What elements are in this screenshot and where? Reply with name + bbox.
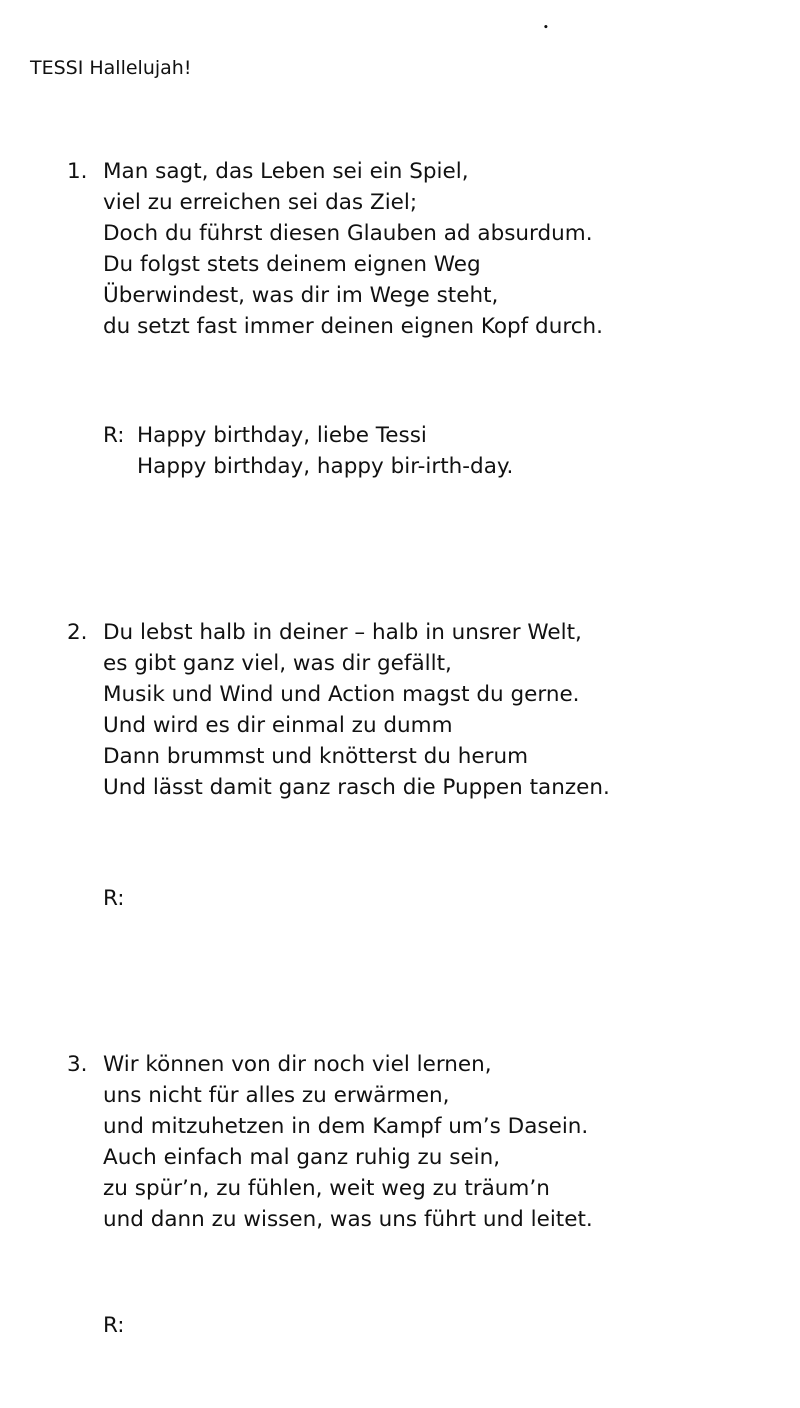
- verse-line: Auch einfach mal ganz ruhig zu sein,: [103, 1145, 501, 1170]
- verse-lines: [103, 1049, 593, 1235]
- verse-line: Doch du führst diesen Glauben ad absurdum.: [103, 221, 593, 246]
- verse-line: Musik und Wind und Action magst du gerne.: [103, 682, 580, 707]
- refrain-label: R:: [103, 886, 125, 911]
- verse-line: Und lässt damit ganz rasch die Puppen tanzen.: [103, 775, 610, 800]
- verse-line: Und wird es dir einmal zu dumm: [103, 713, 453, 738]
- verse-line: und mitzuhetzen in dem Kampf um’s Dasein.: [103, 1114, 589, 1139]
- verse-line: uns nicht für alles zu erwärmen,: [103, 1083, 450, 1108]
- refrain-label: R:: [103, 423, 125, 448]
- page-mark: •: [543, 23, 549, 33]
- verse-line: zu spür’n, zu fühlen, weit weg zu träum’n: [103, 1176, 550, 1201]
- verse-number: 2.: [67, 620, 88, 645]
- verse-line: Wir können von dir noch viel lernen,: [103, 1052, 492, 1077]
- verse-line: und dann zu wissen, was uns führt und leitet.: [103, 1207, 593, 1232]
- verse-number: 3.: [67, 1052, 88, 1077]
- verse-lines: [103, 156, 603, 342]
- song-title: TESSI Hallelujah!: [30, 57, 192, 79]
- verse-line: viel zu erreichen sei das Ziel;: [103, 190, 418, 215]
- refrain-label: R:: [103, 1313, 125, 1338]
- verse-lines: [103, 617, 610, 803]
- refrain-line: Happy birthday, happy bir-irth-day.: [137, 454, 514, 479]
- verse-line: du setzt fast immer deinen eignen Kopf durch.: [103, 314, 603, 339]
- verse-number: 1.: [67, 159, 88, 184]
- verse-line: Du lebst halb in deiner – halb in unsrer Welt,: [103, 620, 582, 645]
- verse-line: es gibt ganz viel, was dir gefällt,: [103, 651, 452, 676]
- verse-line: Man sagt, das Leben sei ein Spiel,: [103, 159, 469, 184]
- verse-line: Du folgst stets deinem eignen Weg: [103, 252, 481, 277]
- verse-line: Dann brummst und knötterst du herum: [103, 744, 529, 769]
- refrain-lines: [137, 420, 513, 482]
- refrain-line: Happy birthday, liebe Tessi: [137, 423, 427, 448]
- verse-line: Überwindest, was dir im Wege steht,: [103, 283, 499, 308]
